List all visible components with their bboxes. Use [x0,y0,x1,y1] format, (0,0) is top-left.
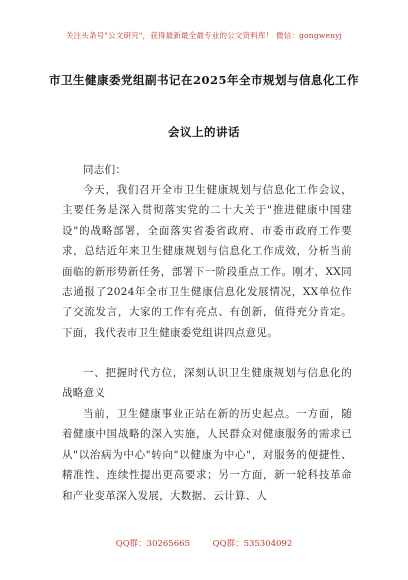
document-title-line-2: 会议上的讲话 [168,125,240,139]
watermark-header: 关注头条号"公文研究"，获得最新最全最专业的公文资料库！ 微信：gongwenyj [65,31,343,40]
footer-qq-group-2: QQ群：535304092 [212,539,293,549]
document-title-line-1: 市卫生健康委党组副书记在2025年全市规划与信息化工作 [48,73,359,87]
footer-qq-group-1: QQ群：30265665 [115,539,190,549]
body-paragraph-intro: 今天，我们召开全市卫生健康规划与信息化工作会议，主要任务是深入贯彻落实党的二十大关于"推进健康中国建设"的战略部署，全面落实省委省政府、市委市政府工作要求，总结近年来卫生健康规划与信息化工作成效，分析当前面临的新形势新任务，部署下一阶段重点工作。刚才，XX同志通报了2024年全市卫生健康信息化发展情况，XX单位作了交流发言，大家的工作有亮点、有创新，值得充分肯定。下面，我代表市卫生健康委党组讲四点意见。 [62,184,352,339]
body-paragraph-current-situation: 当前，卫生健康事业正站在新的历史起点。一方面，随着健康中国战略的深入实施，人民群众对健康服务的需求已从"以治病为中心"转向"以健康为中心"，对服务的便捷性、精准性、连续性提出更高要求；另一方面，新一轮科技革命和产业变革深入发展，大数据、云计算、人 [62,408,352,502]
salutation: 同志们： [83,164,127,176]
section-heading-one: 一、把握时代方位，深刻认识卫生健康规划与信息化的战略意义 [62,367,352,400]
footer-qq-groups [0,537,408,549]
